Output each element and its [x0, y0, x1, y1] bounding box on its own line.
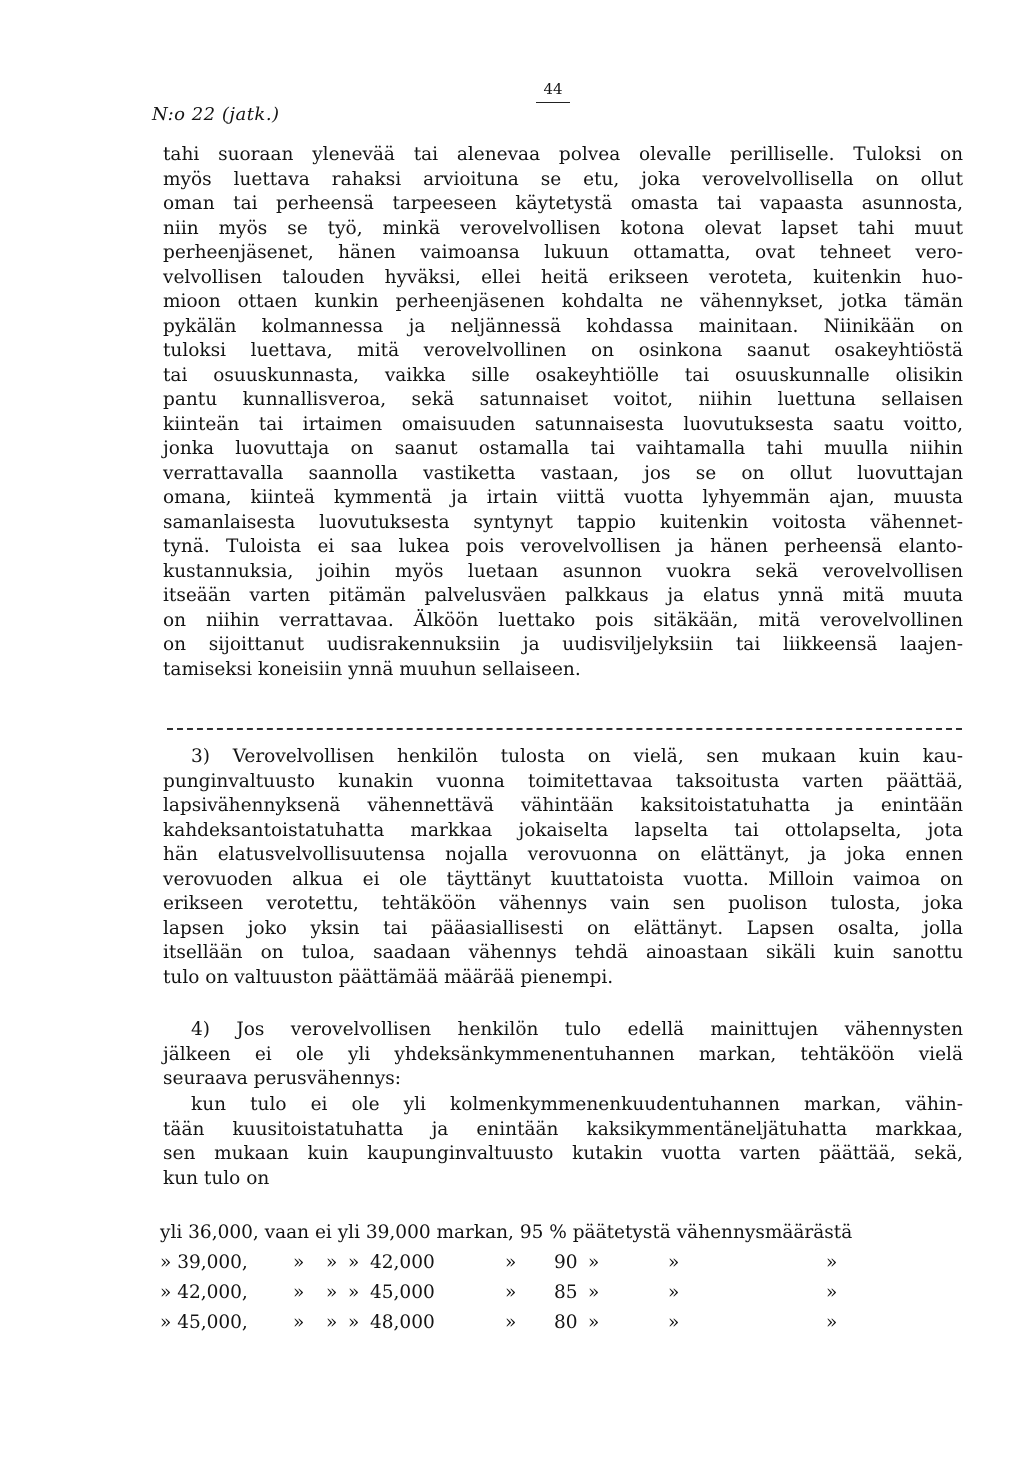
- table-cell: »: [505, 1282, 517, 1303]
- table-cell: »: [588, 1312, 600, 1333]
- table-cell: »: [668, 1252, 680, 1273]
- table-cell: »: [293, 1252, 305, 1273]
- table-row: [160, 1308, 960, 1338]
- dashed-separator: [167, 728, 962, 732]
- text-line: kahdeksantoistatuhatta markkaa jokaiselta lapselta tai ottolapselta, jota: [163, 819, 963, 841]
- table-cell: yli 36,000, vaan ei yli 39,000 markan, 95 % päätetystä vähennysmäärästä: [160, 1222, 853, 1243]
- text-line: 4) Jos verovelvollisen henkilön tulo edellä mainittujen vähennysten: [191, 1019, 963, 1040]
- text-line: erikseen verotettu, tehtäköön vähennys vain sen puolison tulosta, joka: [163, 893, 963, 914]
- text-line: myös luettava rahaksi arvioituna se etu, joka verovelvollisella on ollut: [163, 168, 963, 190]
- table-cell: 48,000: [370, 1312, 435, 1333]
- table-cell: 80: [554, 1312, 578, 1333]
- text-line: lapsen joko yksin tai pääasiallisesti on elättänyt. Lapsen osalta, jolla: [163, 917, 963, 939]
- table-cell: »: [826, 1282, 838, 1303]
- text-line: lapsivähennyksenä vähennettävä vähintään kaksitoistatuhatta ja enintään: [163, 795, 963, 816]
- text-line: punginvaltuusto kunakin vuonna toimitettavaa taksoitusta varten päättää,: [163, 770, 963, 792]
- table-cell: »: [348, 1252, 360, 1273]
- table-row: [160, 1218, 960, 1248]
- text-line: niin myös se työ, minkä verovelvollisen kotona olevat lapset tahi muut: [163, 217, 963, 239]
- text-line: itsellään on tuloa, saadaan vähennys tehdä ainoastaan sikäli kuin sanottu: [163, 942, 963, 963]
- text-line: on niihin verrattavaa. Älköön luettako pois sitäkään, mitä verovelvollinen: [163, 609, 963, 631]
- table-cell: »: [588, 1252, 600, 1273]
- table-cell: »: [326, 1252, 338, 1273]
- table-cell: »: [505, 1252, 517, 1273]
- text-line: omana, kiinteä kymmentä ja irtain viittä vuotta lyhyemmän ajan, muusta: [163, 487, 963, 508]
- text-line: velvollisen talouden hyväksi, ellei heitä erikseen veroteta, kuitenkin huo-: [163, 266, 963, 288]
- text-line: on sijoittanut uudisrakennuksiin ja uudisviljelyksiin tai liikkeensä laajen-: [163, 634, 963, 655]
- table-cell: »: [826, 1312, 838, 1333]
- text-line: hän elatusvelvollisuutensa nojalla verovuonna on elättänyt, ja joka ennen: [163, 844, 963, 865]
- text-line: jonka luovuttaja on saanut ostamalla tai vaihtamalla tahi muulla niihin: [163, 438, 963, 459]
- text-line: kun tulo ei ole yli kolmenkymmenenkuudentuhannen markan, vähin-: [191, 1094, 963, 1115]
- table-cell: »: [326, 1312, 338, 1333]
- table-cell: »: [348, 1312, 360, 1333]
- table-cell: 90: [554, 1252, 578, 1273]
- section-reference: N:o 22 (jatk.): [152, 104, 280, 125]
- text-line: samanlaisesta luovutuksesta syntynyt tappio kuitenkin voitosta vähennet-: [163, 511, 963, 533]
- text-line: oman tai perheensä tarpeeseen käytetystä omasta tai vapaasta asunnosta,: [163, 193, 963, 214]
- table-cell: 42,000: [370, 1252, 435, 1273]
- text-line: tai osuuskunnasta, vaikka sille osakeyhtiölle tai osuuskunnalle olisikin: [163, 364, 963, 386]
- deduction-table: [160, 1218, 960, 1338]
- paragraph-income-definition: [163, 143, 963, 682]
- paragraph-basic-deduction: [163, 1018, 963, 1092]
- text-line: tään kuusitoistatuhatta ja enintään kaksikymmentäneljätuhatta markkaa,: [163, 1118, 963, 1140]
- table-cell: » 39,000,: [160, 1252, 248, 1273]
- table-cell: »: [348, 1282, 360, 1303]
- table-cell: »: [826, 1252, 838, 1273]
- text-line: verrattavalla saannolla vastiketta vastaan, jos se on ollut luovuttajan: [163, 462, 963, 484]
- text-line: kun tulo on: [163, 1167, 270, 1189]
- text-line: verovuoden alkua ei ole täyttänyt kuuttatoista vuotta. Milloin vaimoa on: [163, 868, 963, 890]
- table-cell: »: [505, 1312, 517, 1333]
- text-line: tamiseksi koneisiin ynnä muuhun sellaiseen.: [163, 658, 581, 680]
- table-cell: »: [668, 1312, 680, 1333]
- text-line: itseään varten pitämän palvelusväen palkkaus ja elatus ynnä mitä muuta: [163, 585, 963, 606]
- table-cell: »: [293, 1312, 305, 1333]
- text-line: tulo on valtuuston päättämää määrää pienempi.: [163, 966, 614, 988]
- table-row: [160, 1278, 960, 1308]
- table-cell: »: [326, 1282, 338, 1303]
- text-line: mioon ottaen kunkin perheenjäsenen kohdalta ne vähennykset, jotka tämän: [163, 291, 963, 312]
- table-cell: 85: [554, 1282, 578, 1303]
- text-line: tynä. Tuloista ei saa lukea pois verovelvollisen ja hänen perheensä elanto-: [163, 536, 963, 557]
- table-cell: » 42,000,: [160, 1282, 248, 1303]
- paragraph-deduction-amount: [163, 1093, 963, 1191]
- table-cell: »: [293, 1282, 305, 1303]
- text-line: kiinteän tai irtaimen omaisuuden satunnaisesta luovutuksesta saatu voitto,: [163, 413, 963, 435]
- paragraph-child-deduction: [163, 745, 963, 990]
- table-cell: 45,000: [370, 1282, 435, 1303]
- text-line: perheenjäsenet, hänen vaimoansa lukuun ottamatta, ovat tehneet vero-: [163, 242, 963, 263]
- text-line: sen mukaan kuin kaupunginvaltuusto kutakin vuotta varten päättää, sekä,: [163, 1143, 963, 1164]
- table-cell: »: [588, 1282, 600, 1303]
- text-line: pantu kunnallisveroa, sekä satunnaiset voitot, niihin luettuna sellaisen: [163, 389, 963, 410]
- table-row: [160, 1248, 960, 1278]
- text-line: seuraava perusvähennys:: [163, 1068, 402, 1089]
- page-number: 44: [536, 80, 570, 103]
- table-cell: »: [668, 1282, 680, 1303]
- text-line: jälkeen ei ole yli yhdeksänkymmenentuhannen markan, tehtäköön vielä: [163, 1043, 963, 1065]
- text-line: tahi suoraan ylenevää tai alenevaa polvea olevalle perilliselle. Tuloksi on: [163, 144, 963, 165]
- text-line: 3) Verovelvollisen henkilön tulosta on vielä, sen mukaan kuin kau-: [191, 746, 963, 767]
- text-line: kustannuksia, joihin myös luetaan asunnon vuokra sekä verovelvollisen: [163, 560, 963, 582]
- text-line: pykälän kolmannessa ja neljännessä kohdassa mainitaan. Niinikään on: [163, 315, 963, 337]
- table-cell: » 45,000,: [160, 1312, 248, 1333]
- text-line: tuloksi luettava, mitä verovelvollinen on osinkona saanut osakeyhtiöstä: [163, 340, 963, 361]
